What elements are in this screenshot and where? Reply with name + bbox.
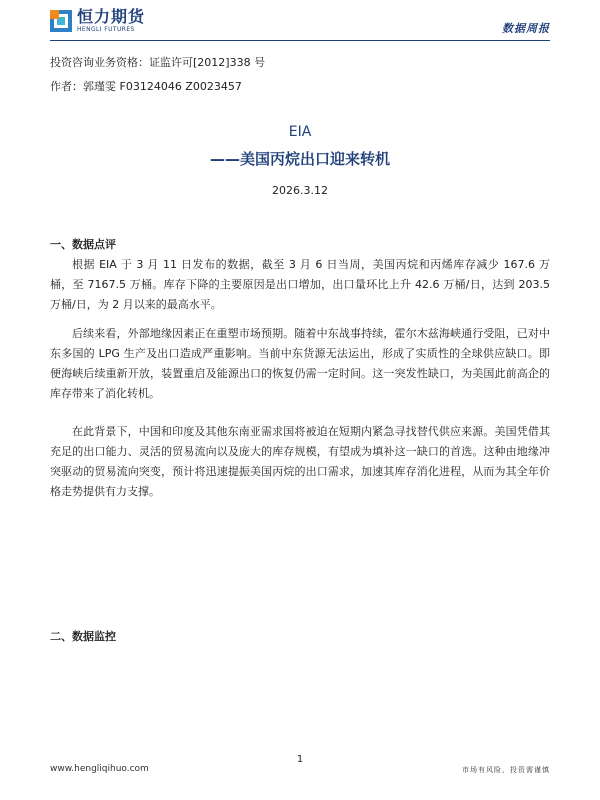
footer-website-link[interactable]: www.hengliqihuo.com [50, 764, 149, 774]
logo-mark-icon [50, 10, 72, 32]
header-divider [50, 40, 550, 41]
logo-cn-text: 恒力期货 [77, 7, 146, 26]
qualification-line: 投资咨询业务资格：证监许可[2012]338 号 [50, 56, 266, 69]
section-heading-commentary: 一、数据点评 [50, 238, 116, 251]
paragraph-1: 根据 EIA 于 3 月 11 日发布的数据，截至 3 月 6 日当周，美国丙烷和丙烯库存减少 167.6 万桶，至 7167.5 万桶。库存下降的主要原因是出口增加，出口量环比上升 42.6 万桶/日，达到 203.5 万桶/日，为 2 月以来的最高水平。 [50, 258, 550, 311]
report-title-en: EIA [288, 124, 312, 140]
paragraph-3: 在此背景下，中国和印度及其他东南亚需求国将被迫在短期内紧急寻找替代供应来源。美国凭借其充足的出口能力、灵活的贸易流向以及庞大的库存规模，有望成为填补这一缺口的首选。这种由地缘冲突驱动的贸易流向突变，预计将迅速提振美国丙烷的出口需求，加速其库存消化进程，从而为其全年价格走势提供有力支撑。 [50, 425, 550, 498]
report-type-label: 数据周报 [502, 22, 550, 35]
footer-disclaimer: 市场有风险，投资需谨慎 [462, 766, 550, 774]
section-heading-monitoring: 二、数据监控 [50, 630, 116, 643]
company-logo [50, 8, 145, 34]
author-line: 作者：郭瑾雯 F03124046 Z0023457 [50, 80, 242, 93]
page-header [0, 0, 600, 44]
page-number: 1 [296, 754, 304, 765]
paragraph-2: 后续来看，外部地缘因素正在重塑市场预期。随着中东战事持续，霍尔木兹海峡通行受阻，已对中东多国的 LPG 生产及出口造成严重影响。当前中东货源无法运出，形成了实质性的全球供应缺口。即便海峡后续重新开放，装置重启及能源出口的恢复仍需一定时间。这一突发性缺口，为美国此前高企的库存带来了消化转机。 [50, 327, 550, 400]
report-title-cn: ——美国丙烷出口迎来转机 [209, 150, 390, 168]
logo-en-text: HENGLI FUTURES [77, 26, 135, 33]
report-date: 2026.3.12 [272, 184, 328, 197]
